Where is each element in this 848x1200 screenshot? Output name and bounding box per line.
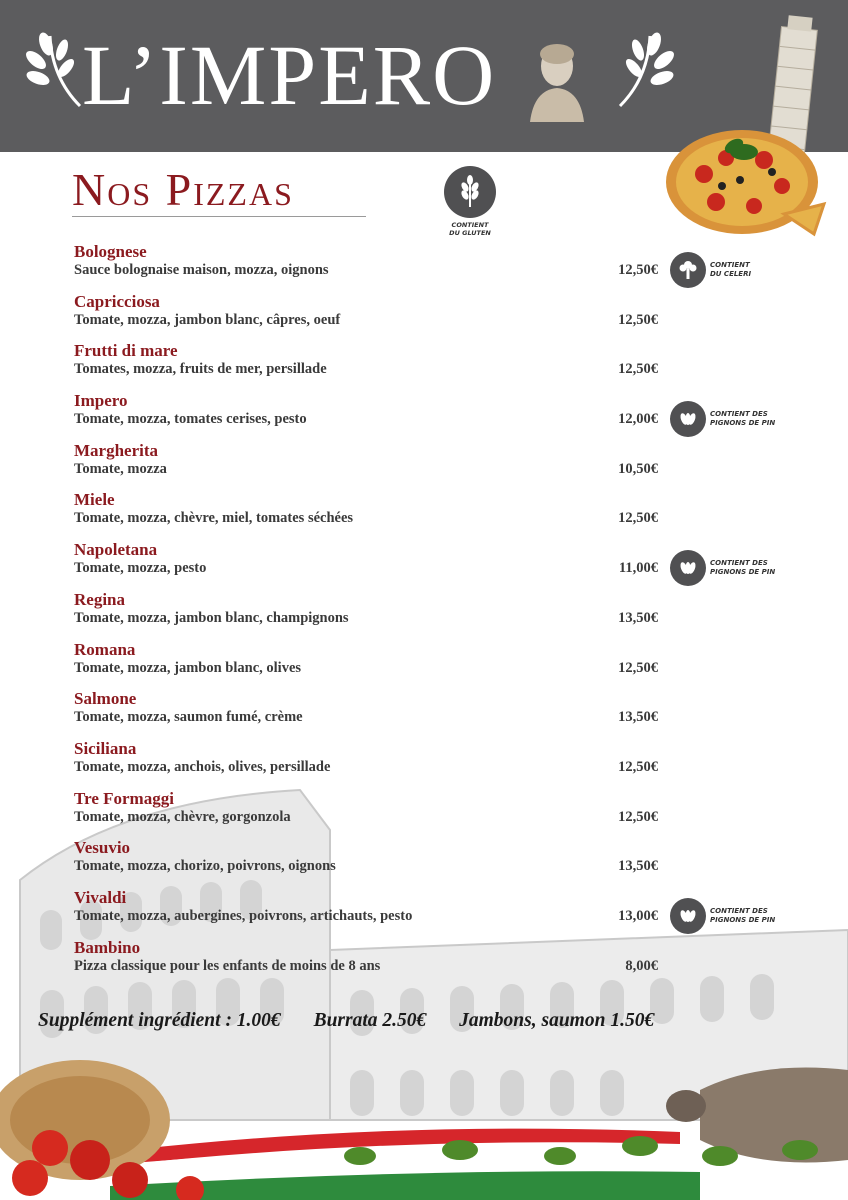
item-price: 12,50€ <box>618 758 658 775</box>
item-name: Vivaldi <box>74 887 127 907</box>
gluten-label-line1: CONTIENT <box>451 221 489 229</box>
list-item <box>74 888 834 938</box>
item-description: Tomate, mozza, jambon blanc, champignons <box>74 609 349 626</box>
list-item <box>74 292 834 342</box>
item-name: Tre Formaggi <box>74 788 174 808</box>
allergen-badge <box>670 550 820 586</box>
footer-illustration <box>0 1060 848 1200</box>
allergen-label: CONTIENT DES PIGNONS DE PIN <box>710 410 776 428</box>
item-description: Tomate, mozza, tomates cerises, pesto <box>74 411 307 428</box>
item-description: Pizza classique pour les enfants de moins de 8 ans <box>74 957 381 974</box>
item-name: Bambino <box>74 937 141 957</box>
laurel-right-icon <box>608 28 678 108</box>
item-description: Tomate, mozza <box>74 460 167 477</box>
item-name: Miele <box>74 490 115 510</box>
item-description: Tomates, mozza, fruits de mer, persillade <box>74 361 327 378</box>
list-item <box>74 789 834 839</box>
item-description: Sauce bolognaise maison, mozza, oignons <box>74 262 329 278</box>
item-price: 12,50€ <box>618 510 658 527</box>
item-price: 12,00€ <box>618 411 658 428</box>
item-name: Salmone <box>74 689 137 709</box>
allergen-badge <box>670 898 820 934</box>
item-price: 13,50€ <box>618 858 658 875</box>
item-price: 11,00€ <box>618 560 658 577</box>
list-item <box>74 590 834 640</box>
roman-bust-icon <box>524 40 590 122</box>
allergen-label: CONTIENT DU CELERI <box>710 261 752 278</box>
item-description: Tomate, mozza, jambon blanc, câpres, oeuf <box>74 311 341 328</box>
list-item <box>74 391 834 441</box>
item-name: Siciliana <box>74 738 137 758</box>
allergen-badge <box>670 401 820 437</box>
pizza-menu-list <box>74 242 834 987</box>
item-description: Tomate, mozza, chèvre, gorgonzola <box>74 808 291 825</box>
pine-nut-icon <box>670 401 706 437</box>
item-description: Tomate, mozza, saumon fumé, crème <box>74 709 303 726</box>
section-title: Nos Pizzas <box>72 164 294 215</box>
list-item <box>74 640 834 690</box>
item-description: Tomate, mozza, aubergines, poivrons, artichauts, pesto <box>74 907 413 924</box>
gluten-label-line2: DU GLUTEN <box>449 229 491 237</box>
item-description: Tomate, mozza, chèvre, miel, tomates séchées <box>74 510 354 527</box>
wheat-icon <box>444 166 496 218</box>
supplements-line <box>38 1010 818 1032</box>
list-item <box>74 938 834 988</box>
item-price: 13,50€ <box>618 709 658 726</box>
supplement-jambons: Jambons, saumon 1.50€ <box>459 1010 655 1031</box>
item-price: 10,50€ <box>618 460 658 477</box>
pine-nut-icon <box>670 898 706 934</box>
celery-icon <box>670 252 706 288</box>
pine-nut-icon <box>670 550 706 586</box>
item-name: Impero <box>74 391 128 411</box>
allergen-badge <box>670 252 820 288</box>
item-name: Capricciosa <box>74 291 160 311</box>
supplement-burrata: Burrata 2.50€ <box>313 1010 427 1031</box>
list-item <box>74 490 834 540</box>
gluten-badge <box>440 166 500 237</box>
allergen-label: CONTIENT DES PIGNONS DE PIN <box>710 906 776 924</box>
item-price: 12,50€ <box>618 311 658 328</box>
item-price: 12,50€ <box>618 361 658 378</box>
item-price: 12,50€ <box>618 808 658 825</box>
item-price: 12,50€ <box>618 659 658 676</box>
item-name: Regina <box>74 589 125 609</box>
item-price: 12,50€ <box>618 262 658 278</box>
list-item <box>74 441 834 491</box>
list-item <box>74 739 834 789</box>
item-description: Tomate, mozza, anchois, olives, persillade <box>74 758 331 775</box>
item-name: Napoletana <box>74 540 158 560</box>
item-description: Tomate, mozza, jambon blanc, olives <box>74 659 302 676</box>
allergen-label: CONTIENT DES PIGNONS DE PIN <box>710 559 776 577</box>
item-name: Margherita <box>74 440 159 460</box>
item-name: Vesuvio <box>74 838 131 858</box>
item-description: Tomate, mozza, pesto <box>74 560 207 577</box>
list-item <box>74 242 834 292</box>
item-price: 8,00€ <box>625 957 658 974</box>
list-item <box>74 540 834 590</box>
pizza-image <box>664 124 828 240</box>
item-price: 13,00€ <box>618 907 658 924</box>
item-name: Romana <box>74 639 136 659</box>
list-item <box>74 341 834 391</box>
item-price: 13,50€ <box>618 609 658 626</box>
item-name: Bolognese <box>74 242 147 261</box>
restaurant-title: L’IMPERO <box>82 27 497 123</box>
section-divider <box>72 216 366 217</box>
item-description: Tomate, mozza, chorizo, poivrons, oignons <box>74 858 336 875</box>
list-item <box>74 689 834 739</box>
supplement-ingredient: Supplément ingrédient : 1.00€ <box>38 1010 281 1031</box>
item-name: Frutti di mare <box>74 341 178 361</box>
list-item <box>74 838 834 888</box>
